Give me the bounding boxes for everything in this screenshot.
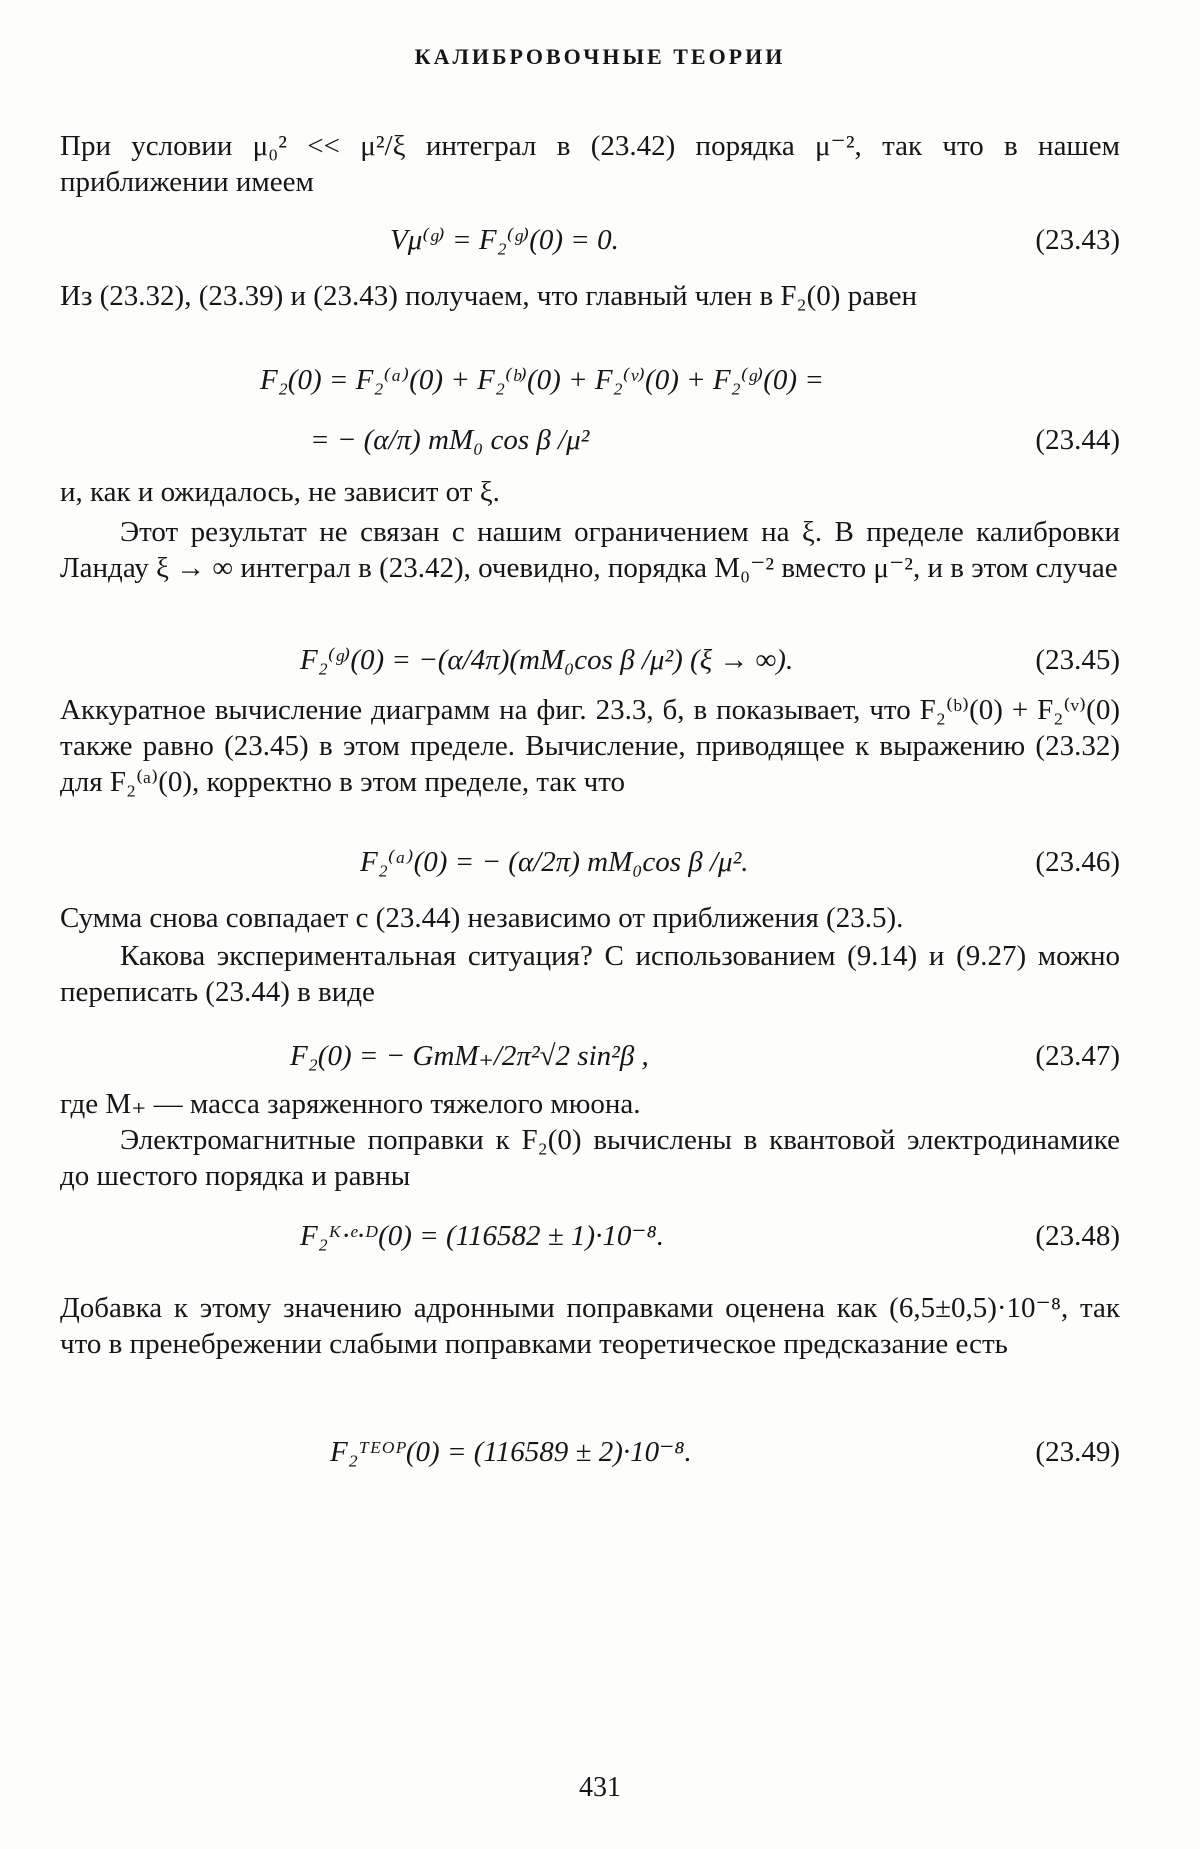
running-title: КАЛИБРОВОЧНЫЕ ТЕОРИИ [414,44,786,69]
equation-expression: = − (α/π) mM₀ cos β /μ² [310,424,590,456]
paragraph-6: Сумма снова совпадает с (23.44) независимо от приближения (23.5). [60,902,904,934]
equation-number: (23.44) [1035,424,1120,456]
equation-expression: F₂ᴷ·ᵉ·ᴰ(0) = (116582 ± 1)·10⁻⁸. [300,1220,664,1252]
equation-23-46 [60,842,1120,882]
equation-number: (23.43) [1035,224,1120,256]
equation-number: (23.45) [1035,644,1120,676]
equation-expression: F₂ᵀᴱᴼᴾ(0) = (116589 ± 2)·10⁻⁸. [330,1436,692,1468]
paragraph-5: Аккуратное вычисление диаграмм на фиг. 23.3, б, в показывает, что F₂⁽ᵇ⁾(0) + F₂⁽ᵛ⁾(0) также равно (23.45) в этом пределе. Вычисление, приводящее к выражению (23.32) для F₂⁽ᵃ⁾(0), корректно в этом пределе, так что [60,694,1120,798]
page-number: 431 [579,1772,621,1803]
paragraph-9: Электромагнитные поправки к F₂(0) вычислены в квантовой электродинамике до шестого порядка и равны [60,1124,1120,1192]
equation-number: (23.47) [1035,1040,1120,1072]
paragraph-7: Какова экспериментальная ситуация? С использованием (9.14) и (9.27) можно переписать (23.44) в виде [60,940,1120,1008]
paragraph-2: Из (23.32), (23.39) и (23.43) получаем, что главный член в F₂(0) равен [60,280,917,312]
paragraph-1: При условии μ₀² << μ²/ξ интеграл в (23.42) порядка μ⁻², так что в нашем приближении имеем [60,130,1120,198]
equation-23-44-line-1 [60,360,1120,400]
equation-23-47 [60,1036,1120,1076]
equation-23-49 [60,1432,1120,1472]
paragraph-3: и, как и ожидалось, не зависит от ξ. [60,476,500,508]
equation-23-45 [60,640,1120,680]
equation-expression: F₂⁽ᵃ⁾(0) = − (α/2π) mM₀cos β /μ². [360,846,749,878]
equation-23-44-line-2 [60,420,1120,460]
equation-expression: F₂(0) = F₂⁽ᵃ⁾(0) + F₂⁽ᵇ⁾(0) + F₂⁽ᵛ⁾(0) + F₂⁽ᵍ⁾(0) = [260,364,824,396]
equation-expression: Vμ⁽ᵍ⁾ = F₂⁽ᵍ⁾(0) = 0. [390,224,619,256]
paragraph-8: где M₊ — масса заряженного тяжелого мюона. [60,1088,641,1120]
equation-number: (23.46) [1035,846,1120,878]
equation-expression: F₂(0) = − GmM₊/2π²√2 sin²β , [290,1040,649,1072]
paragraph-4: Этот результат не связан с нашим ограничением на ξ. В пределе калибровки Ландау ξ → ∞ интеграл в (23.42), очевидно, порядка M₀⁻² вместо μ⁻², и в этом случае [60,516,1120,584]
equation-23-48 [60,1216,1120,1256]
equation-number: (23.48) [1035,1220,1120,1252]
paragraph-10: Добавка к этому значению адронными поправками оценена как (6,5±0,5)·10⁻⁸, так что в пренебрежении слабыми поправками теоретическое предсказание есть [60,1292,1120,1360]
equation-23-43 [60,220,1120,260]
equation-number: (23.49) [1035,1436,1120,1468]
equation-expression: F₂⁽ᵍ⁾(0) = −(α/4π)(mM₀cos β /μ²) (ξ → ∞). [300,644,794,676]
